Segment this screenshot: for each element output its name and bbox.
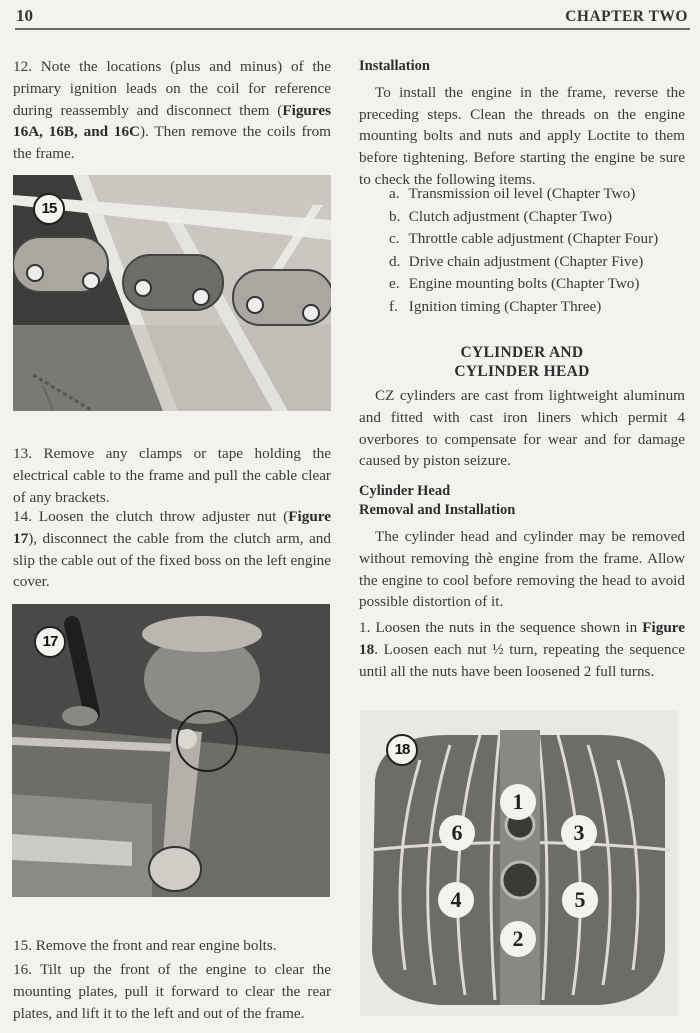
- figure-17-label: 17: [34, 626, 66, 658]
- figure-18-photo: [360, 710, 678, 1016]
- page-number: 10: [16, 6, 33, 25]
- checklist-item: b. Clutch adjustment (Chapter Two): [389, 207, 613, 225]
- step-12-text-end: ). Then remove the coils from the frame.: [13, 123, 331, 163]
- section-heading-line-2: CYLINDER HEAD: [454, 363, 590, 380]
- step-16: [13, 959, 331, 1024]
- checklist-item: a. Transmission oil level (Chapter Two): [389, 185, 636, 202]
- cylinder-head-subsection: [359, 482, 685, 683]
- figure-reference: Figures 16A, 16B, and 16C: [13, 101, 331, 141]
- section-intro: [359, 385, 685, 472]
- figure-reference: Figure 18: [359, 619, 685, 658]
- step-12: [13, 56, 331, 165]
- checklist-item: f. Ignition timing (Chapter Three): [389, 297, 602, 315]
- checklist: [359, 183, 700, 318]
- nut-label-3: 3: [561, 815, 597, 851]
- nut-label-1: 1: [500, 784, 536, 820]
- checklist-item: e. Engine mounting bolts (Chapter Two): [389, 275, 640, 292]
- figure-18-label: 18: [386, 734, 418, 766]
- step-15-text: 15. Remove the front and rear engine bolts.: [13, 937, 277, 954]
- cylinder-head-heading: Cylinder Head: [359, 483, 451, 499]
- checklist-item: d. Drive chain adjustment (Chapter Five): [389, 252, 644, 270]
- nut-label-6: 6: [439, 815, 475, 851]
- step-14: [13, 506, 331, 593]
- section-heading-line-1: CYLINDER AND: [460, 344, 584, 361]
- figure-reference: Figure 17: [13, 508, 331, 547]
- step-1-text-end: . Loosen each nut ½ turn, repeating the sequence until all the nuts have been loosened 2 full turns.: [359, 640, 685, 680]
- figure-17-photo: [12, 604, 330, 897]
- step-1-text: 1. Loosen the nuts in the sequence shown in: [359, 619, 643, 637]
- step-14-text: 14. Loosen the clutch throw adjuster nut (: [13, 508, 289, 525]
- figure-15-photo: [13, 175, 331, 411]
- removal-text: The cylinder head and cylinder may be removed without removing thè engine from the frame. Allow the engine to cool before removing the head to avoid possible distortion of it.: [359, 528, 685, 611]
- step-13-text: 13. Remove any clamps or tape holding the electrical cable to the frame and pull the cable clear of any brackets.: [13, 445, 331, 506]
- step-13: [13, 443, 331, 508]
- figure-15-label: 15: [33, 193, 65, 225]
- section-intro-text: CZ cylinders are cast from lightweight aluminum and fitted with cast iron liners which permit 4 overbores to compensate for wear and for damage caused by piston seizure.: [359, 387, 685, 470]
- installation-section: [359, 56, 685, 191]
- nut-label-5: 5: [562, 882, 598, 918]
- checklist-item: c. Throttle cable adjustment (Chapter Four): [389, 230, 659, 247]
- nut-label-2: 2: [500, 921, 536, 957]
- removal-installation-heading: Removal and Installation: [359, 502, 516, 518]
- step-16-text: 16. Tilt up the front of the engine to clear the mounting plates, pull it forward to clear the rear plates, and lift it to the left and out of the frame.: [13, 961, 331, 1022]
- header-rule: [15, 28, 690, 30]
- step-12-text: 12. Note the locations (plus and minus) of the primary ignition leads on the coil for reference during reassembly and disconnect them (: [13, 58, 331, 119]
- step-15: [13, 935, 331, 957]
- nut-label-4: 4: [438, 882, 474, 918]
- installation-text: To install the engine in the frame, reverse the preceding steps. Clean the threads on the engine mounting bolts and nuts and apply Loctite to them before tightening. Before starting the engine be sure to check the following items.: [359, 83, 685, 188]
- installation-heading: Installation: [359, 58, 430, 74]
- chapter-title: CHAPTER TWO: [565, 8, 688, 25]
- step-14-text-end: ), disconnect the cable from the clutch arm, and slip the cable out of the fixed boss on the left engine cover.: [13, 529, 331, 591]
- section-heading: [359, 343, 685, 381]
